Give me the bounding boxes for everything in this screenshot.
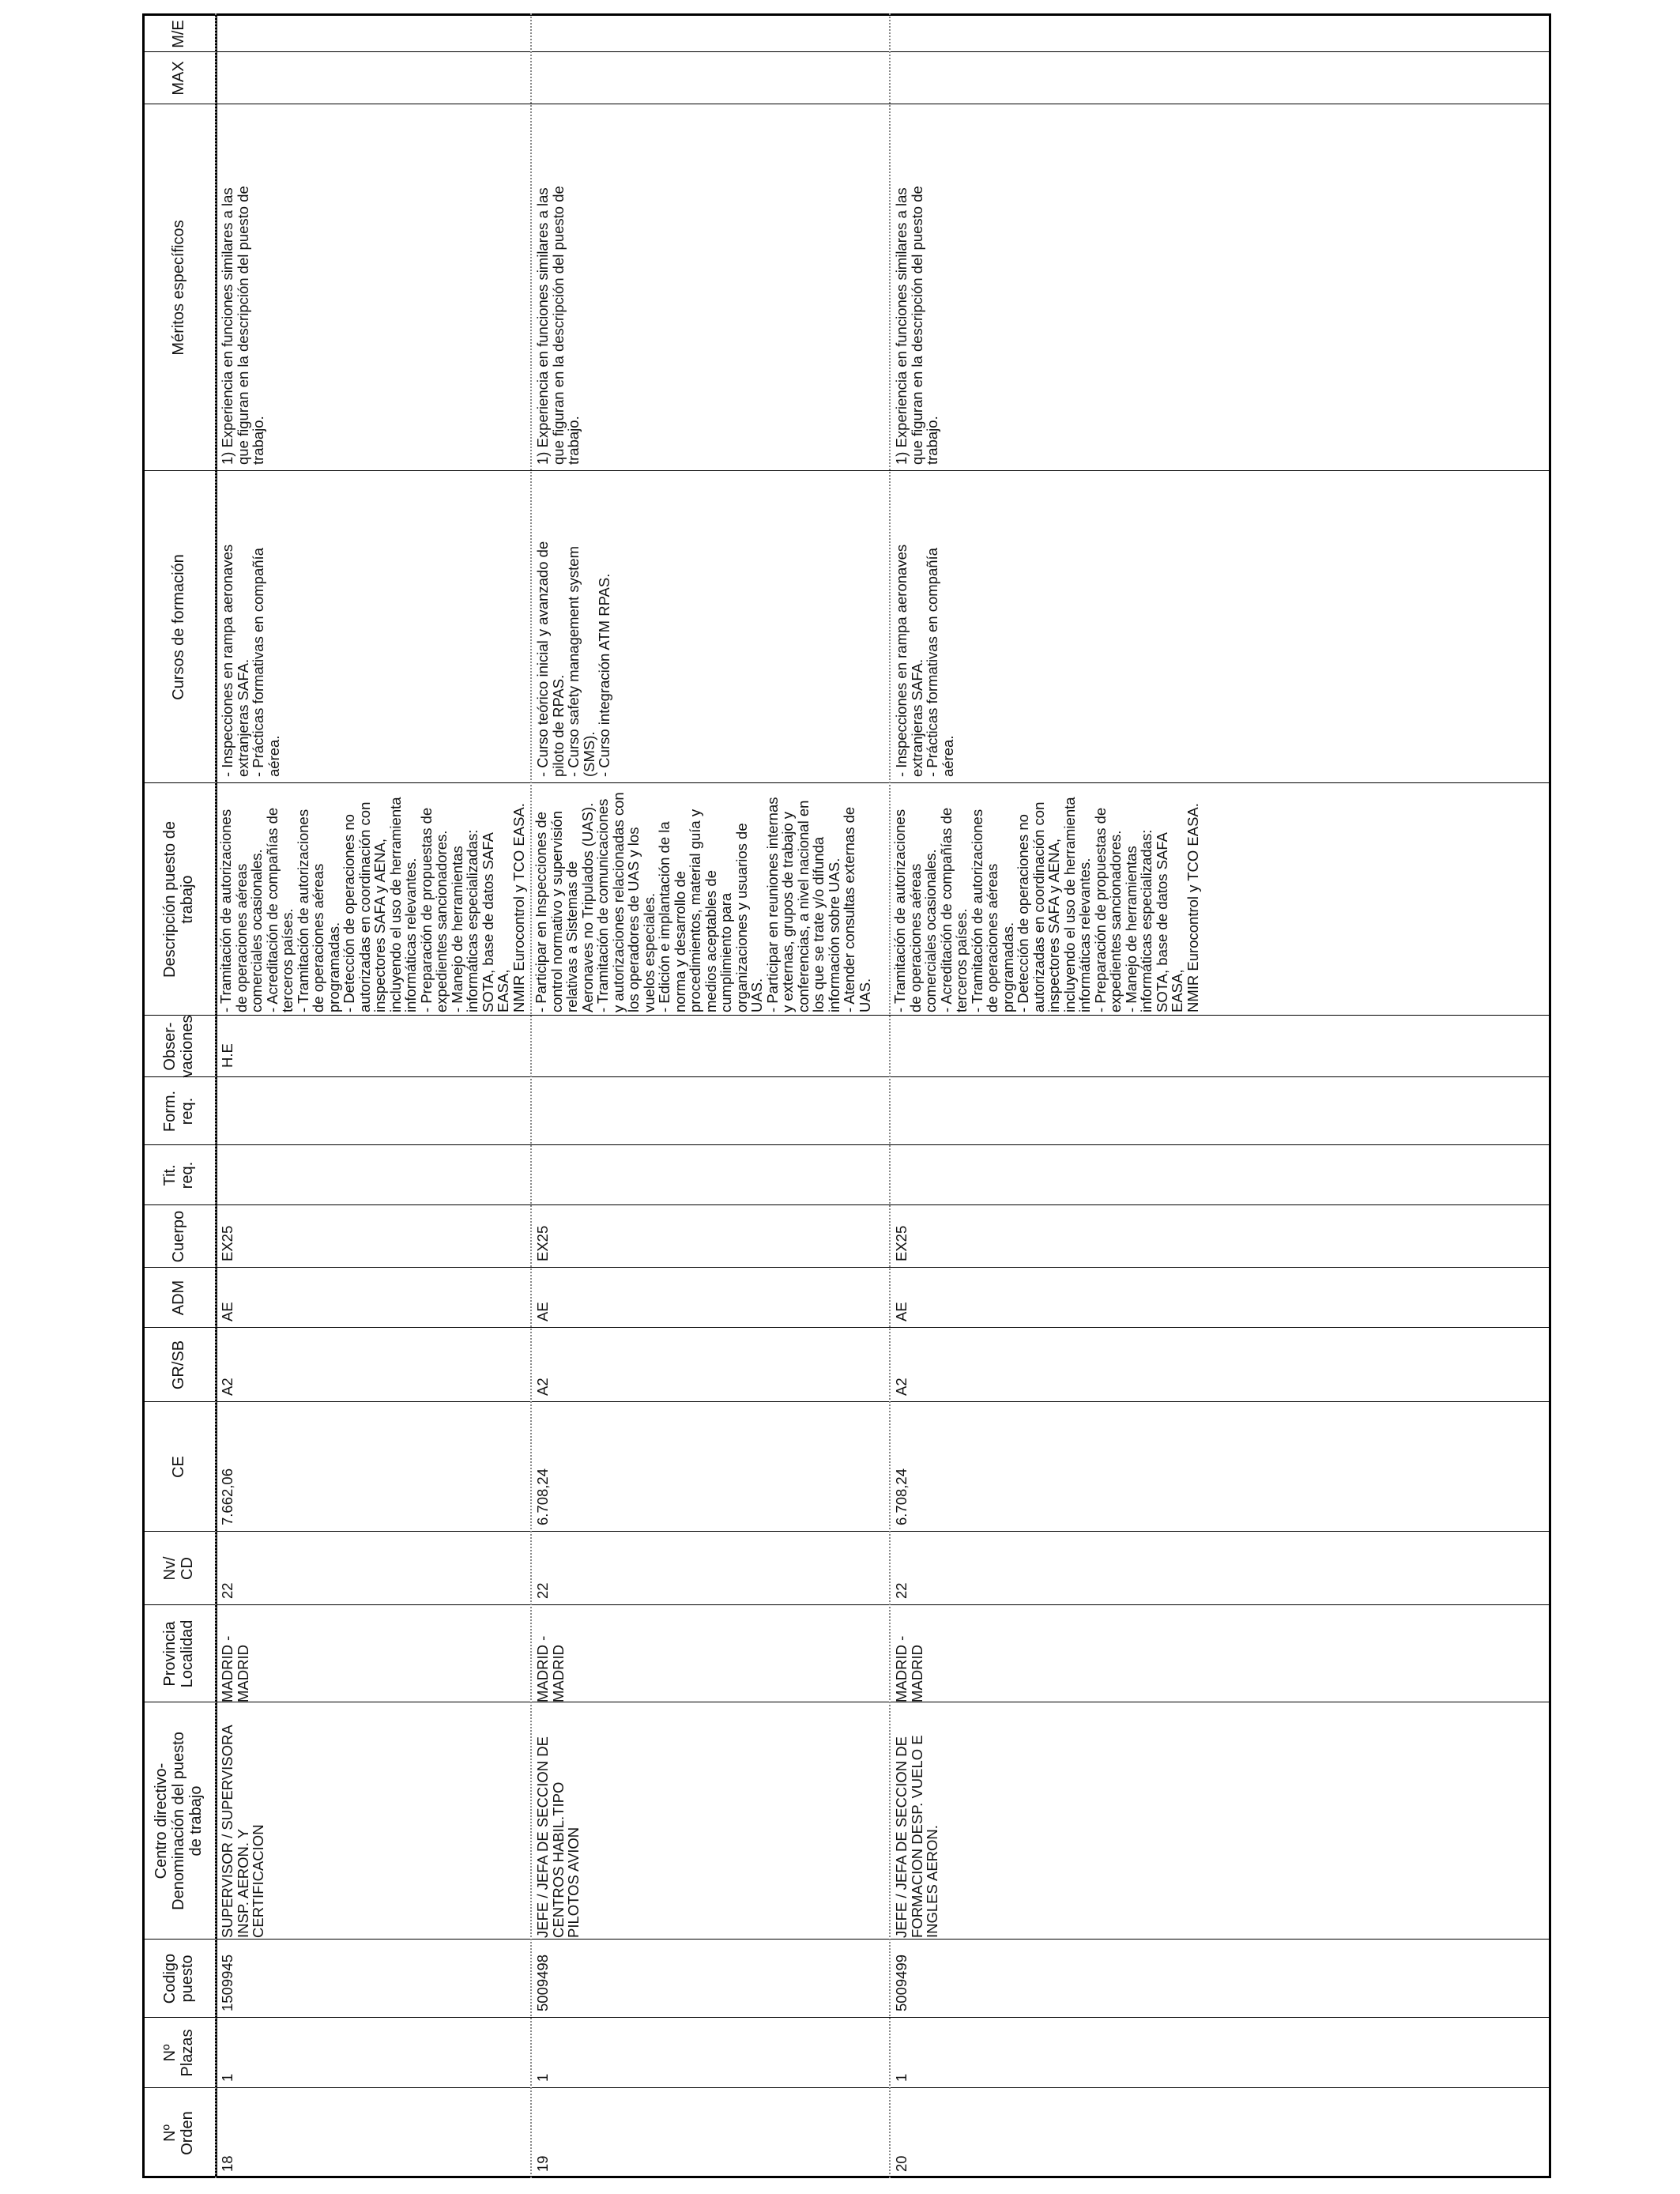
header-max: MAX xyxy=(170,61,187,96)
row-18-descripcion: - Tramitación de autorizaciones de operaciones aéreas comerciales ocasionales. - Acreditación de compañías de terceros países. - Tramitación de autorizaciones de operaciones aéreas programadas. - Detección de operaciones no autorizadas en coordinación con inspectores SAFA y AENA, incluyendo el uso de herramienta informáticas relevantes. - Preparación de propuestas de expedientes sancionadores. - Manejo de herramientas informáticas especializadas: SOTA, base de datos SAFA EASA, NMIR Eurocontrol y TCO EASA. xyxy=(217,797,527,1012)
border-bottom xyxy=(1549,13,1551,2178)
row-19-plazas: 1 xyxy=(534,2073,551,2082)
row-18-orden: 18 xyxy=(219,2155,235,2172)
row-19-provincia: MADRID - MADRID xyxy=(534,1635,567,1702)
row-18-codigo: 1509945 xyxy=(219,1954,235,2011)
header-ce: CE xyxy=(170,1456,187,1478)
row-19-ce: 6.708,24 xyxy=(534,1468,551,1525)
row-19-nivel: 22 xyxy=(534,1582,551,1599)
row-19-codigo: 5009498 xyxy=(534,1954,551,2011)
header-orden: Nº Orden xyxy=(161,2111,196,2155)
row-18-cuerpo: EX25 xyxy=(219,1225,235,1261)
row-19-max xyxy=(530,52,889,104)
row-19-cursos: - Curso teórico inicial y avanzado de piloto de RPAS. - Curso safety management system (SMS). - Curso integración ATM RPAS. xyxy=(534,541,612,777)
header-formacion: Form. req. xyxy=(161,1090,196,1133)
row-20-meritos: 1) Experiencia en funciones similares a las que figuran en la descripción del puesto de trabajo. xyxy=(893,186,940,465)
row-18-nivel: 22 xyxy=(219,1582,235,1599)
row-18-plazas: 1 xyxy=(219,2073,235,2082)
row-19-grupo: A2 xyxy=(534,1378,551,1396)
row-19-me xyxy=(530,16,889,52)
row-19-centro: JEFE / JEFA DE SECCION DE CENTROS HABIL.TIPO PILOTOS AVION xyxy=(534,1736,582,1938)
row-20-plazas: 1 xyxy=(893,2073,910,2082)
row-20-centro: JEFE / JEFA DE SECCION DE FORMACION DESP. VUELO E INGLES AERON. xyxy=(893,1735,940,1938)
header-adm: ADM xyxy=(170,1280,187,1316)
header-nivel: Nv/ CD xyxy=(161,1556,196,1581)
header-cursos: Cursos de formación xyxy=(170,554,187,700)
row-19-cuerpo: EX25 xyxy=(534,1225,551,1261)
row-20-adm: AE xyxy=(893,1302,910,1321)
header-centro: Centro directivo- Denominación del puesto de trabajo xyxy=(153,1732,205,1910)
row-18-centro: SUPERVISOR / SUPERVISORA INSP. AERON. Y CERTIFICACION xyxy=(219,1725,266,1938)
row-19-adm: AE xyxy=(534,1302,551,1321)
header-descripcion: Descripción puesto de trabajo xyxy=(161,821,196,978)
header-meritos: Méritos específicos xyxy=(170,220,187,356)
row-19-orden: 19 xyxy=(534,2155,551,2172)
row-19-titulacion xyxy=(530,1145,889,1205)
row-20-nivel: 22 xyxy=(893,1582,910,1599)
row-18-max xyxy=(215,52,530,104)
row-20-max xyxy=(889,52,1549,104)
row-19-formacion xyxy=(530,1077,889,1145)
row-20-me xyxy=(889,16,1549,52)
row-20-descripcion: - Tramitación de autorizaciones de operaciones aéreas comerciales ocasionales. - Acreditación de compañías de terceros países. - Tramitación de autorizaciones de operaciones aéreas programadas. - Detección de operaciones no autorizadas en coordinación con inspectores SAFA y AENA, incluyendo el uso de herramienta informáticas relevantes. - Preparación de propuestas de expedientes sancionadores. - Manejo de herramientas informáticas especializadas: SOTA, base de datos SAFA EASA, NMIR Eurocontrol y TCO EASA. xyxy=(891,797,1201,1012)
row-20-grupo: A2 xyxy=(893,1378,910,1396)
header-provincia: Provincia Localidad xyxy=(161,1619,196,1688)
row-20-observaciones xyxy=(889,1016,1549,1077)
row-20-cuerpo: EX25 xyxy=(893,1225,910,1261)
row-20-formacion xyxy=(889,1077,1549,1145)
row-20-ce: 6.708,24 xyxy=(893,1468,910,1525)
row-20-titulacion xyxy=(889,1145,1549,1205)
row-18-meritos: 1) Experiencia en funciones similares a las que figuran en la descripción del puesto de trabajo. xyxy=(219,186,266,465)
header-grupo: GR/SB xyxy=(170,1340,187,1390)
row-18-adm: AE xyxy=(219,1302,235,1321)
row-18-formacion xyxy=(215,1077,530,1145)
header-observaciones: Obser- vaciones xyxy=(161,1015,196,1078)
row-18-me xyxy=(215,16,530,52)
row-19-observaciones xyxy=(530,1016,889,1077)
header-codigo: Codigo puesto xyxy=(161,1953,196,2004)
row-19-descripcion: - Participar en Inspecciones de control normativo y supervisión relativas a Sistemas de Aeronaves no Tripulados (UAS). - Tramitación de comunicaciones y autorizaciones relacionadas con los operadores de UAS y los vuelos especiales. - Edición e implantación de la norma y desarrollo de procedimientos, material guía y medios aceptables de cumplimiento para organizaciones y usuarios de UAS. - Participar en reuniones internas y externas, grupos de trabajo y conferencias, a nivel nacional en los que se trate y/o difunda información sobre UAS. - Atender consultas externas de UAS. xyxy=(533,792,873,1012)
row-18-titulacion xyxy=(215,1145,530,1205)
header-titulacion: Tit. req. xyxy=(161,1161,196,1189)
row-18-provincia: MADRID - MADRID xyxy=(219,1635,251,1702)
row-20-codigo: 5009499 xyxy=(893,1954,910,2011)
row-18-observaciones: H.E xyxy=(219,1043,235,1068)
header-plazas: Nº Plazas xyxy=(161,2029,196,2077)
row-18-grupo: A2 xyxy=(219,1378,235,1396)
row-18-cursos: - Inspecciones en rampa aeronaves extranjeras SAFA. - Prácticas formativas en compañía aérea. xyxy=(219,544,282,777)
header-cuerpo: Cuerpo xyxy=(170,1210,187,1263)
row-18-ce: 7.662,06 xyxy=(219,1468,235,1525)
row-19-meritos: 1) Experiencia en funciones similares a las que figuran en la descripción del puesto de trabajo. xyxy=(534,186,582,465)
header-me: M/E xyxy=(170,20,187,48)
row-20-orden: 20 xyxy=(893,2155,910,2172)
row-20-cursos: - Inspecciones en rampa aeronaves extranjeras SAFA. - Prácticas formativas en compañía aérea. xyxy=(893,544,956,777)
row-20-provincia: MADRID - MADRID xyxy=(893,1635,925,1702)
